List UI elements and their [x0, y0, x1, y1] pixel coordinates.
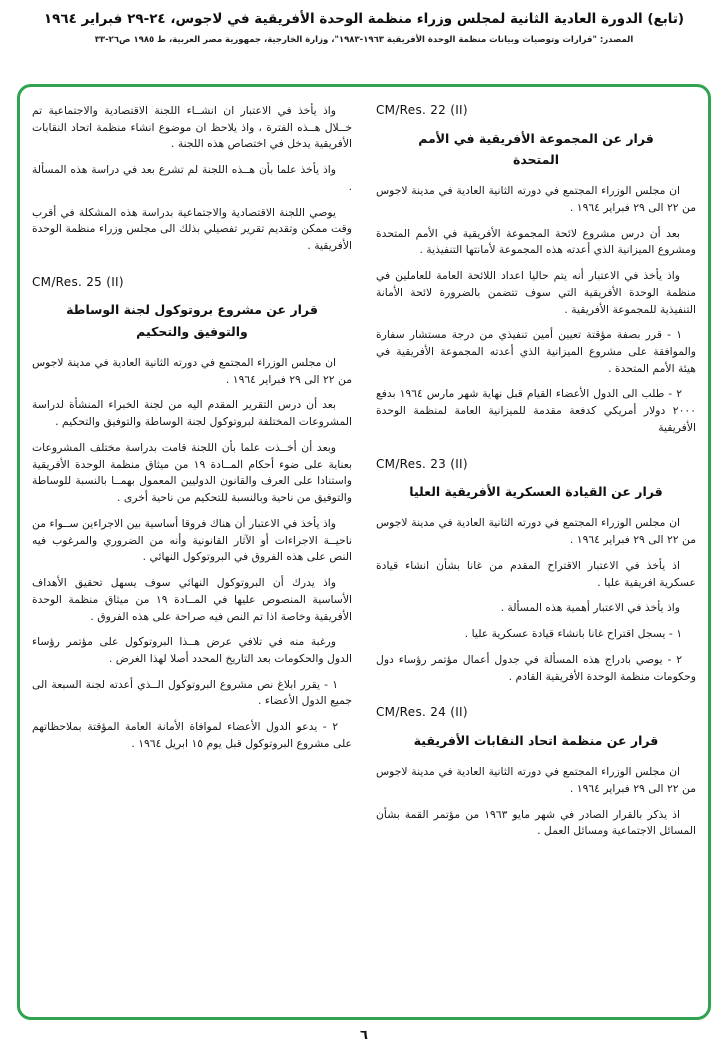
paragraph: يوصي اللجنة الاقتصادية والاجتماعية بدراسة هذه المشكلة في أقرب وقت ممكن وتقديم تقرير تفصيلي بذلك الى مجلس وزراء منظمة الوحدة الأفريقية . — [32, 205, 352, 253]
paragraph: واذ يأخذ في الاعتبار أن هناك فروقا أساسية بين الاجراءين ســواء من ناحيــة الاجراءات أو الآثار القانونية وأنه من الضروري والمرغوب فيه النص على هذه الفروق في البروتوكول النهائي . — [32, 516, 352, 564]
paragraph: واذ يدرك أن البروتوكول النهائي سوف يسهل تحقيق الأهداف الأساسية المنصوص عليها في المــادة ١٩ من ميثاق منظمة الوحدة الأفريقية وخاصة اذا تم النص فيه صراحة على هذه الفروق . — [32, 576, 353, 623]
green-border-frame — [17, 84, 711, 1020]
column-right — [376, 101, 696, 1007]
document-header — [0, 0, 728, 45]
paragraph: وبعد أن أخــذت علما بأن اللجنة قامت بدراسة مختلف المشروعات بعناية على ضوء أحكام المــادة ١٩ من ميثاق منظمة الوحدة الأفريقية واستنادا على العرف والقانون الدوليين المعمول بهمــا بالنسبة للوساطة والتوفيق من ناحية وبالنسبة للتحكيم من ناحية أخرى . — [32, 440, 353, 505]
paragraph: ورغبة منه في تلافي عرض هــذا البروتوكول على مؤتمر رؤساء الدول والحكومات بعد التاريخ المحدد أصلا لهذا الغرض . — [32, 635, 352, 665]
resolution-code: CM/Res. 25 (II) — [32, 274, 124, 289]
paragraph: واذ يأخذ في الاعتبار أنه يتم حاليا اعداد اللائحة العامة للعاملين في منظمة الوحدة الأفريقية التي سوف تتضمن بالضرورة لائحة الأمانة التنفيذية للمجموعة الأفريقية . — [376, 269, 696, 316]
resolution-code: CM/Res. 23 (II) — [376, 456, 468, 471]
paragraph: اذ يأخذ في الاعتبار الاقتراح المقدم من غانا بشأن انشاء قيادة عسكرية افريقية عليا . — [376, 558, 696, 589]
resolution-title: قرار عن القيادة العسكرية الأفريقية العليا — [409, 484, 663, 500]
paragraph: بعد أن درس مشروع لائحة المجموعة الأفريقية في الأمم المتحدة ومشروع الميزانية الذي أعدته هذه المجموعة لأمانتها التنفيذية . — [376, 226, 696, 257]
paragraph: ان مجلس الوزراء المجتمع في دورته الثانية العادية في مدينة لاجوس من ٢٢ الى ٢٩ فبراير ١٩٦٤ . — [376, 184, 696, 214]
paragraph: اذ يذكر بالقرار الصادر في شهر مايو ١٩٦٣ من مؤتمر القمة بشأن المسائل الاجتماعية ومسائل العمل . — [376, 807, 696, 838]
paragraph: ان مجلس الوزراء المجتمع في دورته الثانية العادية في مدينة لاجوس من ٢٢ الى ٢٩ فبراير ١٩٦٤ . — [376, 765, 696, 795]
paragraph: ان مجلس الوزراء المجتمع في دورته الثانية العادية في مدينة لاجوس من ٢٢ الى ٢٩ فبراير ١٩٦٤ . — [376, 516, 696, 547]
paragraph: واذ يأخذ في الاعتبار أهمية هذه المسألة . — [500, 601, 680, 615]
resolution-title: قرار عن منظمة اتحاد النقابات الأفريقية — [413, 732, 659, 748]
column-left — [32, 101, 352, 1007]
page-number: ٦ — [360, 1028, 368, 1043]
resolution-item: ٢ - يدعو الدول الأعضاء لموافاة الأمانة العامة المؤقتة بملاحظاتهم على مشروع البروتوكول قبل يوم ١٥ ابريل ١٩٦٤ . — [32, 720, 352, 750]
document-title: (تابع) الدورة العادية الثانية لمجلس وزراء منظمة الوحدة الأفريقية في لاجوس، ٢٤-٢٩ فبراير ١٩٦٤ — [43, 11, 685, 27]
document-source-line: المصدر: "قرارات وتوصيات وبيانات منظمة الوحدة الأفريقية ١٩٦٣-١٩٨٣"، وزارة الخارجية، جمهورية مصر العربية، ط ١٩٨٥ ص٢٦-٣٣ — [94, 35, 634, 45]
resolution-item: ٢ - طلب الى الدول الأعضاء القيام قبل نهاية شهر مارس ١٩٦٤ بدفع ٢٠٠٠ دولار أمريكي كدفعة مقدمة للميزانية العامة لمنظمة الوحدة الأفريقية — [376, 387, 696, 434]
resolution-item: ١ - يقرر ابلاغ نص مشروع البروتوكول الــذي أعدته لجنة السبعة الى جميع الدول الأعضاء . — [32, 677, 352, 708]
resolution-item: ١ - يسجل اقتراح غانا بانشاء قيادة عسكرية عليا . — [464, 627, 682, 641]
resolution-code: CM/Res. 24 (II) — [376, 705, 468, 720]
resolution-item: ٢ - يوصي بادراج هذه المسألة في جدول أعمال مؤتمر رؤساء دول وحكومات منظمة الوحدة الأفريقية القادم . — [376, 652, 696, 683]
paragraph: واذ يأخذ في الاعتبار ان انشــاء اللجنة الاقتصادية والاجتماعية تم خــلال هــذه الفترة ، واذ يلاحظ ان موضوع انشاء منظمة اتحاد النقابات الأفريقية يدخل في اختصاص هذه اللجنة . — [32, 104, 352, 151]
resolution-item: ١ - قرر بصفة مؤقتة تعيين أمين تنفيذي من درجة مستشار سفارة والموافقة على مشروع الميزانية الذي أعدته المجموعة الأفريقية في هيئة الأمم المتحدة . — [376, 328, 696, 375]
paragraph: ان مجلس الوزراء المجتمع في دورته الثانية العادية في مدينة لاجوس من ٢٢ الى ٢٩ فبراير ١٩٦٤ . — [32, 355, 352, 386]
resolution-title: قرار عن مشروع بروتوكول لجنة الوساطة والتوفيق والتحكيم — [66, 302, 318, 339]
paragraph: بعد أن درس التقرير المقدم اليه من لجنة الخبراء المنشأة لدراسة المشروعات المختلفة لبروتوكول لجنة الوساطة والتوفيق والتحكيم . — [32, 398, 352, 429]
resolution-code: CM/Res. 22 (II) — [376, 103, 468, 117]
paragraph: واذ يأخذ علما بأن هــذه اللجنة لم تشرع بعد في دراسة هذه المسألة . — [32, 163, 352, 193]
resolution-title: قرار عن المجموعة الأفريقية في الأمم المتحدة — [418, 130, 654, 167]
